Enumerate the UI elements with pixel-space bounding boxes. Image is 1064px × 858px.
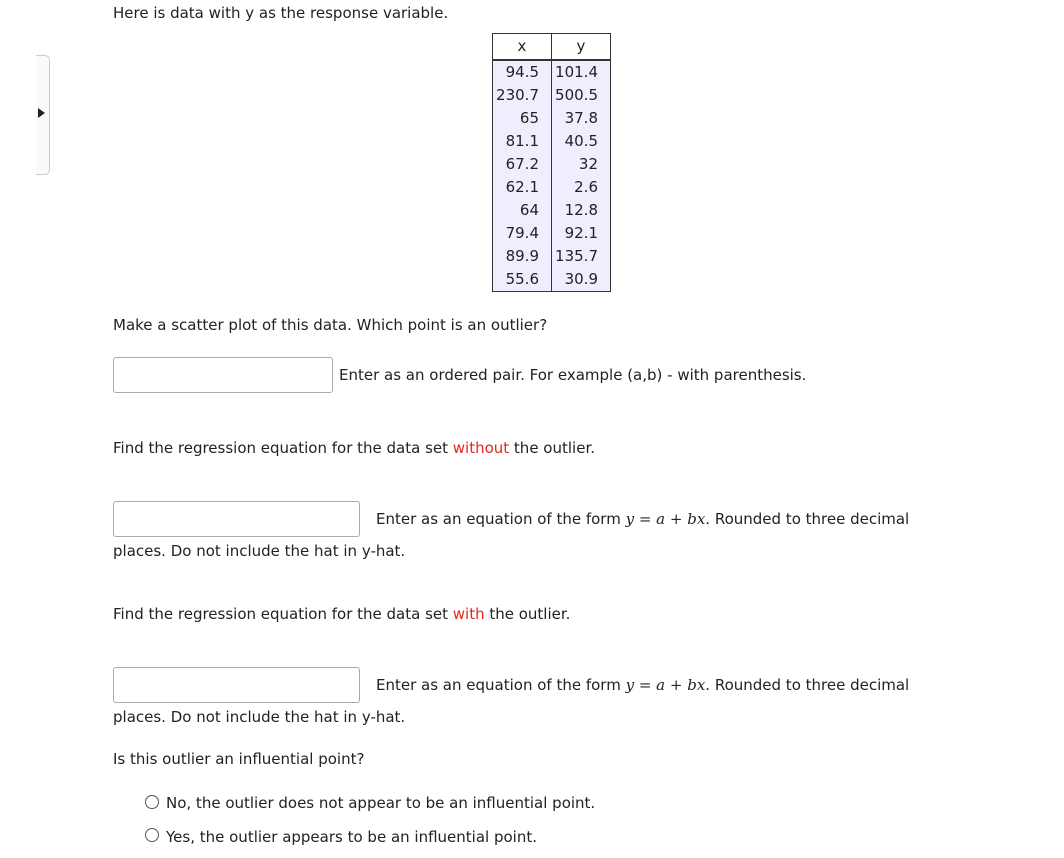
prompt-text: the outlier. bbox=[509, 439, 595, 457]
emphasis-without: without bbox=[452, 439, 510, 457]
cell-x: 55.6 bbox=[493, 268, 552, 292]
hint-text: Enter as an equation of the form bbox=[376, 676, 626, 694]
table-row bbox=[493, 176, 611, 199]
eq-y: y bbox=[625, 676, 635, 694]
cell-x: 67.2 bbox=[493, 153, 552, 176]
regression-with-hint-line2: places. Do not include the hat in y-hat. bbox=[113, 708, 406, 726]
cell-x: 89.9 bbox=[493, 245, 552, 268]
expand-arrow-icon[interactable] bbox=[38, 108, 45, 118]
table-row bbox=[493, 153, 611, 176]
cell-y: 500.5 bbox=[552, 84, 611, 107]
radio-no[interactable] bbox=[145, 795, 159, 809]
cell-y: 40.5 bbox=[552, 130, 611, 153]
eq-bx: bx bbox=[687, 676, 706, 694]
column-header-y: y bbox=[552, 34, 611, 61]
prompt-text: Find the regression equation for the data set bbox=[113, 439, 453, 457]
table-row bbox=[493, 268, 611, 292]
cell-x: 230.7 bbox=[493, 84, 552, 107]
eq-a: a bbox=[656, 510, 666, 528]
cell-y: 101.4 bbox=[552, 60, 611, 84]
cell-y: 32 bbox=[552, 153, 611, 176]
outlier-hint: Enter as an ordered pair. For example (a,b) - with parenthesis. bbox=[339, 366, 807, 384]
eq-a: a bbox=[656, 676, 666, 694]
cell-x: 65 bbox=[493, 107, 552, 130]
regression-without-hint-line2: places. Do not include the hat in y-hat. bbox=[113, 542, 406, 560]
eq-y: y bbox=[625, 510, 635, 528]
option-no-label[interactable]: No, the outlier does not appear to be an influential point. bbox=[166, 794, 596, 812]
table-row bbox=[493, 84, 611, 107]
table-row bbox=[493, 130, 611, 153]
regression-with-input[interactable] bbox=[113, 667, 360, 703]
prompt-text: Find the regression equation for the data set bbox=[113, 605, 453, 623]
influential-question: Is this outlier an influential point? bbox=[113, 750, 365, 768]
cell-y: 30.9 bbox=[552, 268, 611, 292]
hint-text: Enter as an equation of the form bbox=[376, 510, 626, 528]
outlier-question: Make a scatter plot of this data. Which point is an outlier? bbox=[113, 316, 548, 334]
data-table bbox=[492, 33, 611, 292]
cell-x: 94.5 bbox=[493, 60, 552, 84]
cell-y: 2.6 bbox=[552, 176, 611, 199]
eq-bx: bx bbox=[687, 510, 706, 528]
intro-text: Here is data with y as the response variable. bbox=[113, 4, 449, 22]
table-row bbox=[493, 107, 611, 130]
radio-yes[interactable] bbox=[145, 828, 159, 842]
regression-with-hint bbox=[376, 676, 909, 694]
cell-x: 81.1 bbox=[493, 130, 552, 153]
regression-without-hint bbox=[376, 510, 909, 528]
eq-plus: + bbox=[665, 510, 688, 528]
prompt-text: the outlier. bbox=[484, 605, 571, 623]
table-row bbox=[493, 199, 611, 222]
regression-without-input[interactable] bbox=[113, 501, 360, 537]
table-row bbox=[493, 60, 611, 84]
cell-y: 12.8 bbox=[552, 199, 611, 222]
table-row bbox=[493, 245, 611, 268]
cell-y: 135.7 bbox=[552, 245, 611, 268]
regression-without-question bbox=[113, 439, 595, 457]
cell-x: 64 bbox=[493, 199, 552, 222]
regression-with-question bbox=[113, 605, 570, 623]
table-header-row bbox=[493, 34, 611, 61]
hint-text: . Rounded to three decimal bbox=[705, 510, 910, 528]
eq-plus: + bbox=[665, 676, 688, 694]
cell-x: 62.1 bbox=[493, 176, 552, 199]
option-yes-label[interactable]: Yes, the outlier appears to be an influential point. bbox=[166, 828, 537, 846]
hint-text: . Rounded to three decimal bbox=[705, 676, 910, 694]
table-row bbox=[493, 222, 611, 245]
emphasis-with: with bbox=[452, 605, 485, 623]
cell-y: 37.8 bbox=[552, 107, 611, 130]
eq-equals: = bbox=[634, 676, 657, 694]
column-header-x: x bbox=[493, 34, 552, 61]
outlier-answer-input[interactable] bbox=[113, 357, 333, 393]
eq-equals: = bbox=[634, 510, 657, 528]
cell-x: 79.4 bbox=[493, 222, 552, 245]
cell-y: 92.1 bbox=[552, 222, 611, 245]
